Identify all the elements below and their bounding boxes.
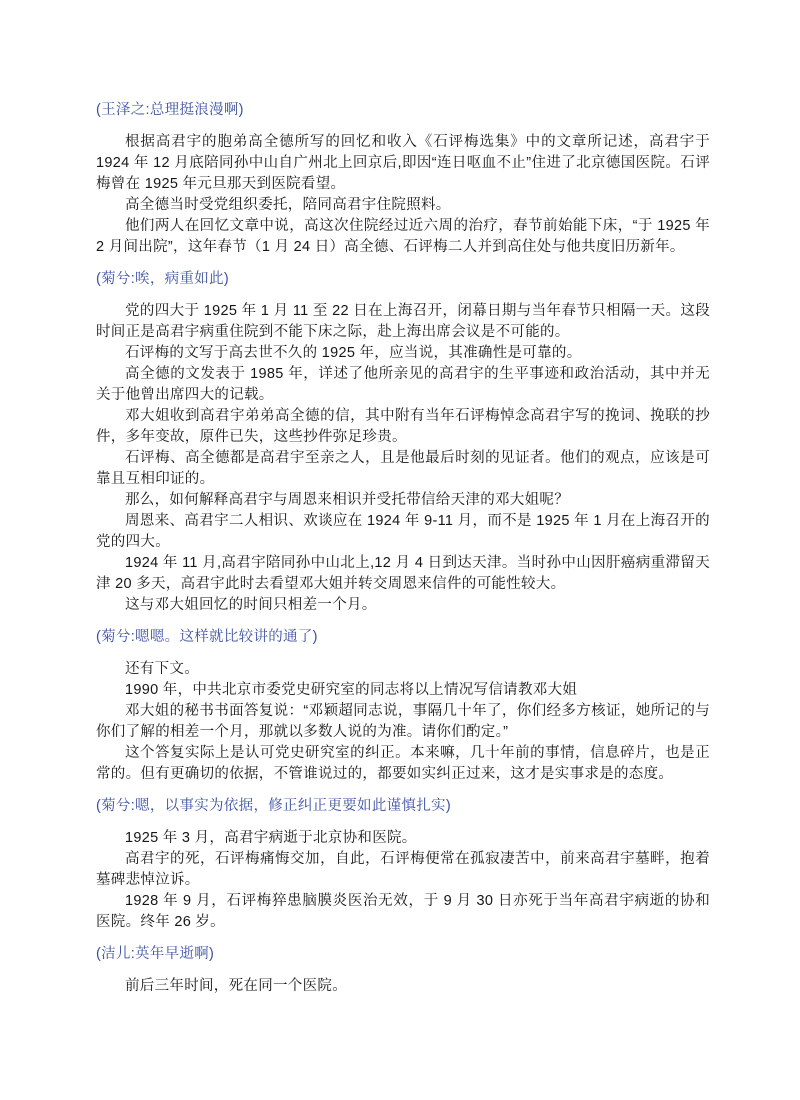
body-paragraph: 前后三年时间，死在同一个医院。 [125, 978, 347, 994]
body-paragraph: 1924 年 11 月,高君宇陪同孙中山北上,12 月 4 日到达天津。当时孙中山因肝癌病重滞留天津 20 多天，高君宇此时去看望邓大姐并转交周恩来信件的可能性较大。 [96, 555, 710, 592]
annotation-comment: (菊兮:嗯嗯。这样就比较讲的通了) [96, 629, 318, 645]
body-paragraph: 还有下文。 [125, 661, 199, 677]
body-paragraph: 石评梅的文写于高去世不久的 1925 年，应当说，其准确性是可靠的。 [125, 345, 582, 361]
body-paragraph: 高君宇的死，石评梅痛悔交加，自此，石评梅便常在孤寂凄苦中，前来高君宇墓畔，抱着墓碑悲悼泣诉。 [96, 851, 710, 888]
body-paragraph: 周恩来、高君宇二人相识、欢谈应在 1924 年 9-11 月，而不是 1925 年 1 月在上海召开的党的四大。 [96, 513, 710, 550]
body-paragraph: 1990 年，中共北京市委党史研究室的同志将以上情况写信请教邓大姐 [125, 682, 578, 698]
body-paragraph: 高全德当时受党组织委托，陪同高君宇住院照料。 [125, 197, 451, 213]
body-paragraph: 1925 年 3 月，高君宇病逝于北京协和医院。 [125, 830, 417, 846]
body-paragraph: 党的四大于 1925 年 1 月 11 至 22 日在上海召开，闭幕日期与当年春节只相隔一天。这段时间正是高君宇病重住院到不能下床之际，赴上海出席会议是不可能的。 [96, 303, 710, 340]
body-paragraph: 高全德的文发表于 1985 年，详述了他所亲见的高君宇的生平事迹和政治活动，其中并无关于他曾出席四大的记载。 [96, 366, 710, 403]
body-paragraph: 他们两人在回忆文章中说，高这次住院经过近六周的治疗，春节前始能下床，“于 1925 年 2 月间出院”，这年春节（1 月 24 日）高全德、石评梅二人并到高住处与他共度旧历新年。 [96, 218, 710, 255]
body-paragraph: 根据高君宇的胞弟高全德所写的回忆和收入《石评梅选集》中的文章所记述，高君宇于 1924 年 12 月底陪同孙中山自广州北上回京后,即因“连日呕血不止”住进了北京德国医院。石评梅曾在 1925 年元旦那天到医院看望。 [96, 134, 710, 192]
annotation-comment: (洁儿:英年早逝啊) [96, 946, 215, 962]
annotation-comment: (王泽之:总理挺浪漫啊) [96, 102, 244, 118]
annotation-comment: (菊兮:唉，病重如此) [96, 271, 229, 287]
body-paragraph: 邓大姐的秘书书面答复说：“邓颖超同志说，事隔几十年了，你们经多方核证，她所记的与你们了解的相差一个月，那就以多数人说的为准。请你们酌定。” [96, 703, 710, 740]
body-paragraph: 1928 年 9 月，石评梅猝患脑膜炎医治无效，于 9 月 30 日亦死于当年高君宇病逝的协和医院。终年 26 岁。 [96, 893, 710, 930]
body-paragraph: 邓大姐收到高君宇弟弟高全德的信，其中附有当年石评梅悼念高君宇写的挽词、挽联的抄件，多年变故，原件已失，这些抄件弥足珍贵。 [96, 408, 710, 445]
body-paragraph: 那么，如何解释高君宇与周恩来相识并受托带信给天津的邓大姐呢？ [125, 492, 569, 508]
body-paragraph: 石评梅、高全德都是高君宇至亲之人，且是他最后时刻的见证者。他们的观点，应该是可靠且互相印证的。 [96, 450, 710, 487]
annotation-comment: (菊兮:嗯，以事实为依据，修正纠正更要如此谨慎扎实) [96, 798, 451, 814]
document-body [96, 100, 710, 997]
body-paragraph: 这个答复实际上是认可党史研究室的纠正。本来嘛，几十年前的事情，信息碎片，也是正常的。但有更确切的依据，不管谁说过的，都要如实纠正过来，这才是实事求是的态度。 [96, 745, 710, 782]
body-paragraph: 这与邓大姐回忆的时间只相差一个月。 [125, 597, 377, 613]
